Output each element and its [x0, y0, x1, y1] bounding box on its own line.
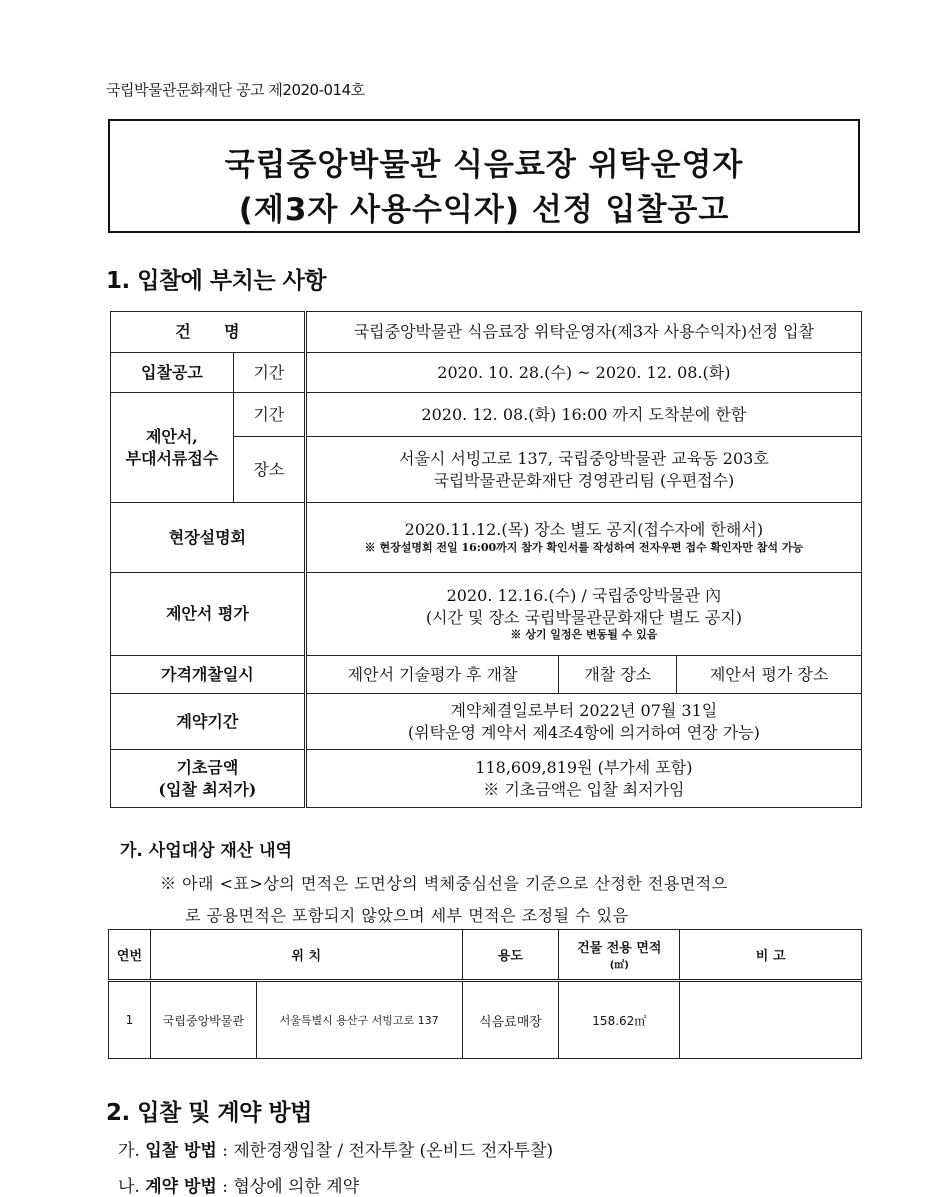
row-no: 1 — [109, 981, 151, 1059]
briefing-value-text: 2020.11.12.(목) 장소 별도 공지(접수자에 한해서) — [404, 520, 764, 540]
contract-method-value: : 협상에 의한 계약 — [222, 1177, 360, 1197]
row-usage: 식음료매장 — [462, 981, 559, 1059]
briefing-label: 현장설명회 — [111, 503, 306, 573]
bid-method-prefix: 가. — [118, 1141, 140, 1161]
price-opening-value: 제안서 기술평가 후 개찰 — [305, 656, 559, 694]
proposal-place-line-1: 서울시 서빙고로 137, 국립중앙박물관 교육동 203호 — [398, 448, 769, 468]
bid-notice-sub: 기간 — [233, 353, 305, 393]
base-amount-label — [111, 750, 306, 808]
base-amount-value — [305, 750, 861, 808]
evaluation-value — [305, 573, 861, 656]
header-remarks: 비 고 — [680, 930, 862, 981]
asset-table — [108, 929, 862, 1059]
area-note — [160, 868, 860, 932]
price-opening-label: 가격개찰일시 — [111, 656, 306, 694]
proposal-label-line-1: 제안서, — [145, 426, 198, 446]
proposal-place-value — [305, 437, 861, 503]
header-area — [559, 930, 680, 981]
price-opening-place-label: 개찰 장소 — [559, 656, 677, 694]
bid-notice-value: 2020. 10. 28.(수) ~ 2020. 12. 08.(화) — [305, 353, 861, 393]
table-row — [109, 981, 862, 1059]
proposal-period-value: 2020. 12. 08.(화) 16:00 까지 도착분에 한함 — [305, 393, 861, 437]
subsection-heading: 가. 사업대상 재산 내역 — [120, 841, 293, 861]
briefing-note: ※ 현장설명회 전일 16:00까지 참가 확인서를 작성하여 전자우편 접수 확인자만 참석 가능 — [364, 540, 804, 554]
bid-method-line — [118, 1136, 553, 1161]
section2-heading: 2. 입찰 및 계약 방법 — [106, 1100, 312, 1126]
bid-method-label: 입찰 방법 — [145, 1141, 217, 1161]
contract-period-value — [305, 694, 861, 750]
evaluation-label: 제안서 평가 — [111, 573, 306, 656]
price-opening-place-value: 제안서 평가 장소 — [677, 656, 862, 694]
contract-method-prefix: 나. — [118, 1177, 140, 1197]
proposal-place-sub: 장소 — [233, 437, 305, 503]
row-address: 서울특별시 용산구 서빙고로 137 — [256, 981, 462, 1059]
contract-method-line — [118, 1172, 359, 1197]
bid-notice-label: 입찰공고 — [111, 353, 234, 393]
base-amount-label-line-1: 기초금액 — [176, 757, 239, 777]
section1-heading: 1. 입찰에 부치는 사항 — [106, 268, 327, 294]
base-amount-line-2: ※ 기초금액은 입찰 최저가임 — [483, 779, 685, 799]
header-area-line-1: 건물 전용 면적 — [577, 941, 662, 956]
contract-period-label: 계약기간 — [111, 694, 306, 750]
header-area-line-2: (㎡) — [609, 960, 629, 971]
contract-method-label: 계약 방법 — [145, 1177, 217, 1197]
title-box — [108, 119, 860, 233]
contract-period-line-1: 계약체결일로부터 2022년 07월 31일 — [450, 700, 718, 720]
name-label: 건 명 — [111, 312, 306, 353]
name-value: 국립중앙박물관 식음료장 위탁운영자(제3자 사용수익자)선정 입찰 — [305, 312, 861, 353]
title-line-1: 국립중앙박물관 식음료장 위탁운영자 — [224, 147, 744, 183]
evaluation-note: ※ 상기 일정은 변동될 수 있음 — [510, 628, 658, 642]
evaluation-line-1: 2020. 12.16.(수) / 국립중앙박물관 內 — [446, 585, 722, 605]
area-note-line-2: 로 공용면적은 포함되지 않았으며 세부 면적은 조정될 수 있음 — [185, 906, 629, 925]
base-amount-label-line-2: (입찰 최저가) — [158, 779, 257, 799]
briefing-value — [305, 503, 861, 573]
header-usage: 용도 — [462, 930, 559, 981]
proposal-label-line-2: 부대서류접수 — [125, 448, 219, 468]
notice-number: 국립박물관문화재단 공고 제2020-014호 — [106, 81, 365, 99]
base-amount-line-1: 118,609,819원 (부가세 포함) — [475, 757, 693, 777]
row-area: 158.62㎡ — [559, 981, 680, 1059]
proposal-place-line-2: 국립박물관문화재단 경영관리팀 (우편접수) — [433, 470, 735, 490]
header-no: 연번 — [109, 930, 151, 981]
bid-info-table — [110, 311, 862, 808]
row-remarks — [680, 981, 862, 1059]
asset-table-header — [109, 930, 862, 981]
title-line-2: (제3자 사용수익자) 선정 입찰공고 — [238, 192, 730, 228]
contract-period-line-2: (위탁운영 계약서 제4조4항에 의거하여 연장 가능) — [407, 722, 760, 742]
bid-method-value: : 제한경쟁입찰 / 전자투찰 (온비드 전자투찰) — [222, 1141, 554, 1161]
proposal-period-sub: 기간 — [233, 393, 305, 437]
evaluation-line-2: (시간 및 장소 국립박물관문화재단 별도 공지) — [425, 607, 742, 627]
row-location-name: 국립중앙박물관 — [150, 981, 256, 1059]
header-location: 위 치 — [150, 930, 462, 981]
proposal-label — [111, 393, 234, 503]
area-note-line-1: ※ 아래 <표>상의 면적은 도면상의 벽체중심선을 기준으로 산정한 전용면적으 — [160, 874, 728, 893]
